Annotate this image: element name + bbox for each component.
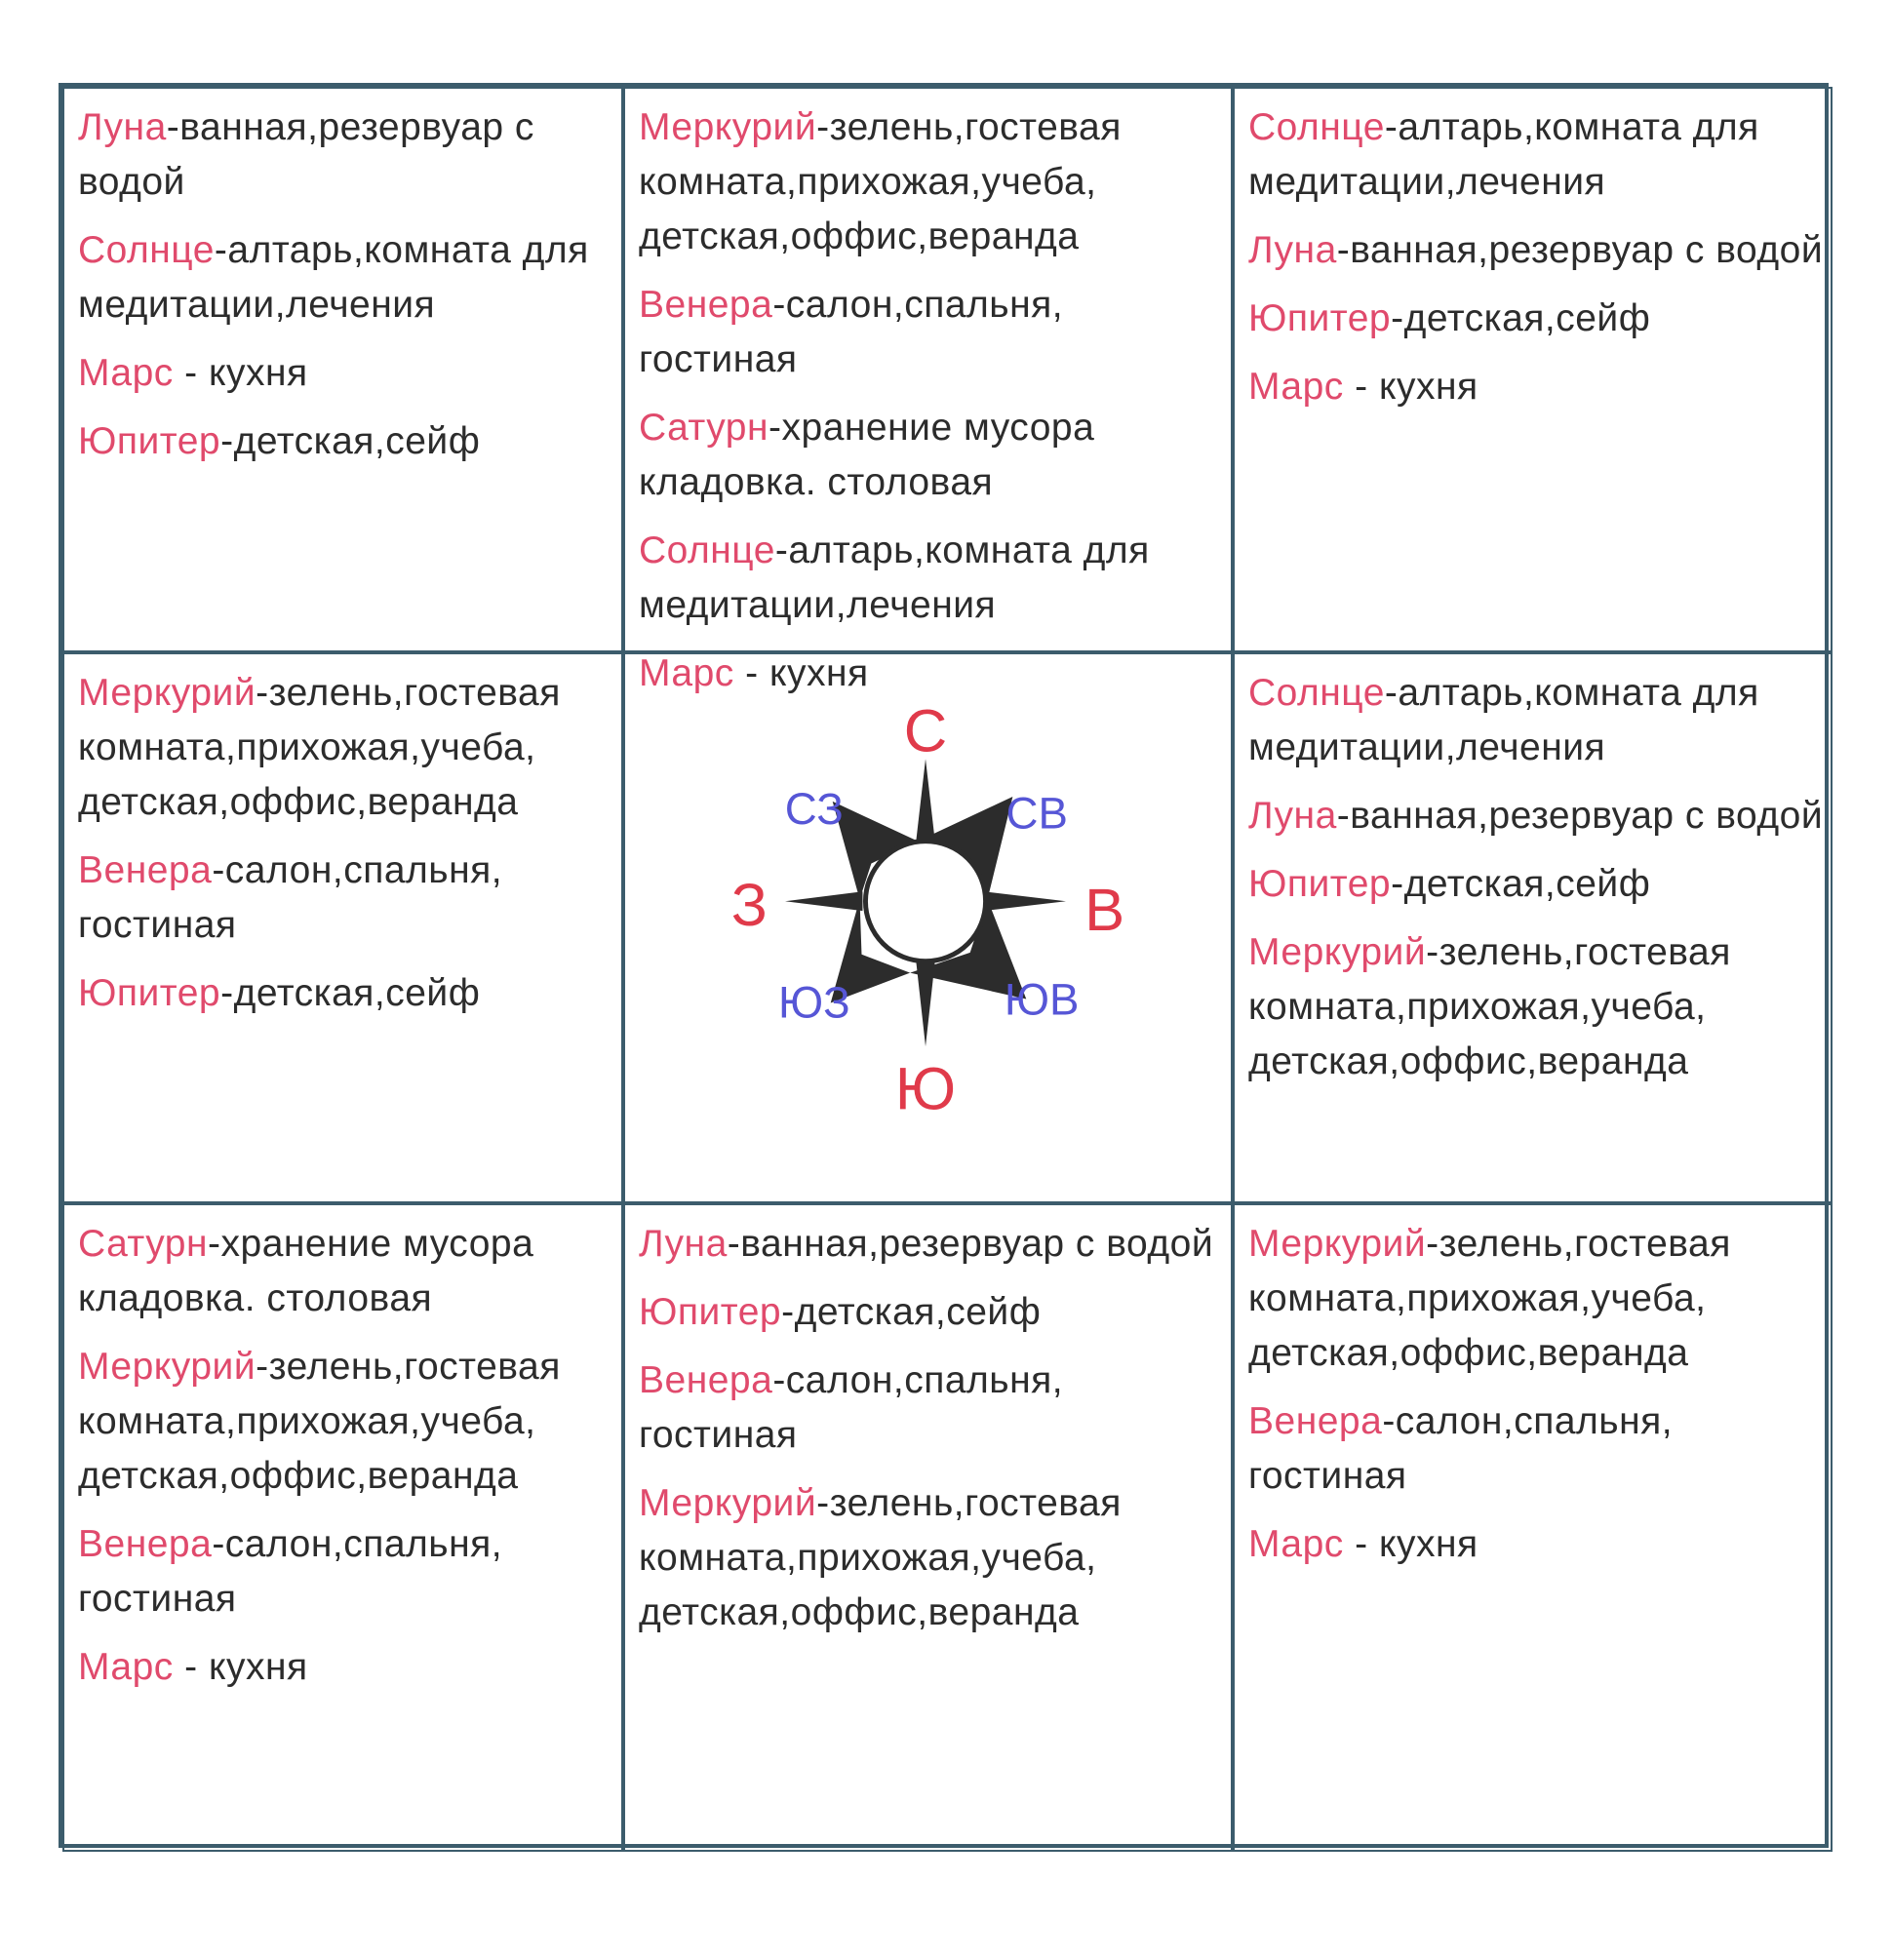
- direction-southeast: ЮВ: [1004, 974, 1080, 1025]
- room-description: -салон,спальня, гостиная: [639, 1359, 1064, 1456]
- room-description: -салон,спальня, гостиная: [639, 284, 1064, 380]
- room-entry: [1248, 925, 1825, 1089]
- planet-name: Венера: [78, 1523, 213, 1565]
- direction-west: З: [730, 872, 768, 940]
- room-entry: [1248, 223, 1825, 278]
- planet-name: Луна: [1248, 229, 1337, 271]
- room-description: -зелень,гостевая комната,прихожая,учеба, детская,оффис,веранда: [1248, 931, 1731, 1082]
- planet-name: Венера: [1248, 1400, 1383, 1442]
- room-entry: [78, 966, 615, 1021]
- room-entry: [1248, 360, 1825, 414]
- compass-icon: [625, 654, 1231, 1201]
- room-entry: [1248, 292, 1825, 346]
- room-entry: [1248, 100, 1825, 210]
- room-entry: [1248, 1517, 1825, 1572]
- planet-name: Марс: [639, 652, 734, 694]
- room-entry: [639, 1476, 1225, 1640]
- room-description: - кухня: [173, 1646, 308, 1688]
- room-description: -зелень,гостевая комната,прихожая,учеба, детская,оффис,веранда: [78, 1346, 561, 1497]
- planet-name: Меркурий: [78, 672, 256, 714]
- planet-name: Луна: [78, 106, 167, 148]
- room-entry: [78, 1640, 615, 1695]
- room-entry: [78, 843, 615, 953]
- room-description: -зелень,гостевая комната,прихожая,учеба, детская,оффис,веранда: [78, 672, 561, 823]
- cell-southeast: [1233, 1203, 1833, 1852]
- room-entry: [1248, 789, 1825, 843]
- room-entry: [78, 1217, 615, 1326]
- planet-name: Марс: [78, 352, 174, 394]
- planet-name: Меркурий: [639, 106, 817, 148]
- room-description: -алтарь,комната для медитации,лечения: [639, 529, 1150, 626]
- planet-name: Юпитер: [1248, 863, 1392, 905]
- cell-north: [623, 87, 1233, 694]
- planet-name: Меркурий: [1248, 1223, 1427, 1265]
- room-description: -детская,сейф: [1391, 863, 1651, 905]
- cell-east: [1233, 652, 1833, 1203]
- vastu-grid: [59, 83, 1829, 1848]
- room-entry: [1248, 857, 1825, 912]
- room-entry: [639, 1285, 1225, 1340]
- planet-name: Марс: [78, 1646, 174, 1688]
- cell-south: [623, 1203, 1233, 1852]
- room-entry: [78, 666, 615, 830]
- room-description: -зелень,гостевая комната,прихожая,учеба, детская,оффис,веранда: [1248, 1223, 1731, 1374]
- room-description: -хранение мусора кладовка. столовая: [639, 407, 1095, 503]
- room-description: -ванная,резервуар с водой: [1336, 795, 1824, 837]
- room-entry: [1248, 666, 1825, 775]
- room-description: -салон,спальня, гостиная: [78, 1523, 503, 1620]
- room-entry: [1248, 1217, 1825, 1381]
- room-description: - кухня: [1343, 366, 1478, 408]
- room-description: -алтарь,комната для медитации,лечения: [1248, 106, 1759, 203]
- room-description: -салон,спальня, гостиная: [1248, 1400, 1674, 1497]
- room-description: - кухня: [1343, 1523, 1478, 1565]
- room-description: -ванная,резервуар с водой: [1336, 229, 1824, 271]
- planet-name: Марс: [1248, 1523, 1344, 1565]
- planet-name: Меркурий: [639, 1482, 817, 1524]
- room-entry: [78, 414, 615, 469]
- room-description: -зелень,гостевая комната,прихожая,учеба, детская,оффис,веранда: [639, 106, 1122, 257]
- direction-northwest: СЗ: [784, 783, 844, 834]
- room-description: -ванная,резервуар с водой: [78, 106, 534, 203]
- room-description: -детская,сейф: [220, 420, 481, 462]
- room-description: - кухня: [173, 352, 308, 394]
- room-description: -детская,сейф: [220, 972, 481, 1014]
- cell-southwest: [62, 1203, 623, 1852]
- room-description: - кухня: [733, 652, 869, 694]
- planet-name: Венера: [78, 849, 213, 891]
- room-entry: [639, 1353, 1225, 1463]
- room-entry: [1248, 1394, 1825, 1504]
- room-description: -салон,спальня, гостиная: [78, 849, 503, 946]
- planet-name: Сатурн: [78, 1223, 209, 1265]
- planet-name: Меркурий: [78, 1346, 256, 1388]
- room-description: -зелень,гостевая комната,прихожая,учеба, детская,оффис,веранда: [639, 1482, 1122, 1633]
- room-entry: [639, 401, 1225, 510]
- planet-name: Венера: [639, 284, 773, 326]
- planet-name: Юпитер: [639, 1291, 782, 1333]
- planet-name: Солнце: [1248, 106, 1385, 148]
- room-entry: [78, 346, 615, 401]
- room-entry: [78, 1517, 615, 1627]
- compass-circle: [865, 842, 985, 961]
- planet-name: Марс: [1248, 366, 1344, 408]
- room-entry: [639, 1217, 1225, 1272]
- planet-name: Солнце: [639, 529, 775, 571]
- room-entry: [639, 278, 1225, 387]
- room-description: -алтарь,комната для медитации,лечения: [1248, 672, 1759, 768]
- planet-name: Меркурий: [1248, 931, 1427, 973]
- room-entry: [78, 223, 615, 333]
- cell-west: [62, 652, 623, 1203]
- direction-north: С: [903, 697, 948, 765]
- planet-name: Сатурн: [639, 407, 769, 449]
- room-entry: [639, 524, 1225, 633]
- planet-name: Солнце: [1248, 672, 1385, 714]
- room-description: -детская,сейф: [781, 1291, 1042, 1333]
- planet-name: Луна: [1248, 795, 1337, 837]
- planet-name: Венера: [639, 1359, 773, 1401]
- room-description: -алтарь,комната для медитации,лечения: [78, 229, 589, 326]
- direction-south: Ю: [894, 1055, 957, 1123]
- room-entry: [78, 1340, 615, 1504]
- cell-northwest: [62, 87, 623, 652]
- direction-northeast: СВ: [1005, 788, 1068, 839]
- planet-name: Солнце: [78, 229, 215, 271]
- cell-northeast: [1233, 87, 1833, 652]
- planet-name: Юпитер: [1248, 297, 1392, 339]
- planet-name: Луна: [639, 1223, 728, 1265]
- direction-east: В: [1084, 876, 1125, 944]
- direction-southwest: ЮЗ: [777, 977, 850, 1028]
- room-entry: [78, 100, 615, 210]
- room-description: -ванная,резервуар с водой: [727, 1223, 1214, 1265]
- cell-center: [623, 652, 1233, 1203]
- room-description: -детская,сейф: [1391, 297, 1651, 339]
- room-description: -хранение мусора кладовка. столовая: [78, 1223, 534, 1319]
- room-entry: [639, 100, 1225, 264]
- planet-name: Юпитер: [78, 420, 221, 462]
- planet-name: Юпитер: [78, 972, 221, 1014]
